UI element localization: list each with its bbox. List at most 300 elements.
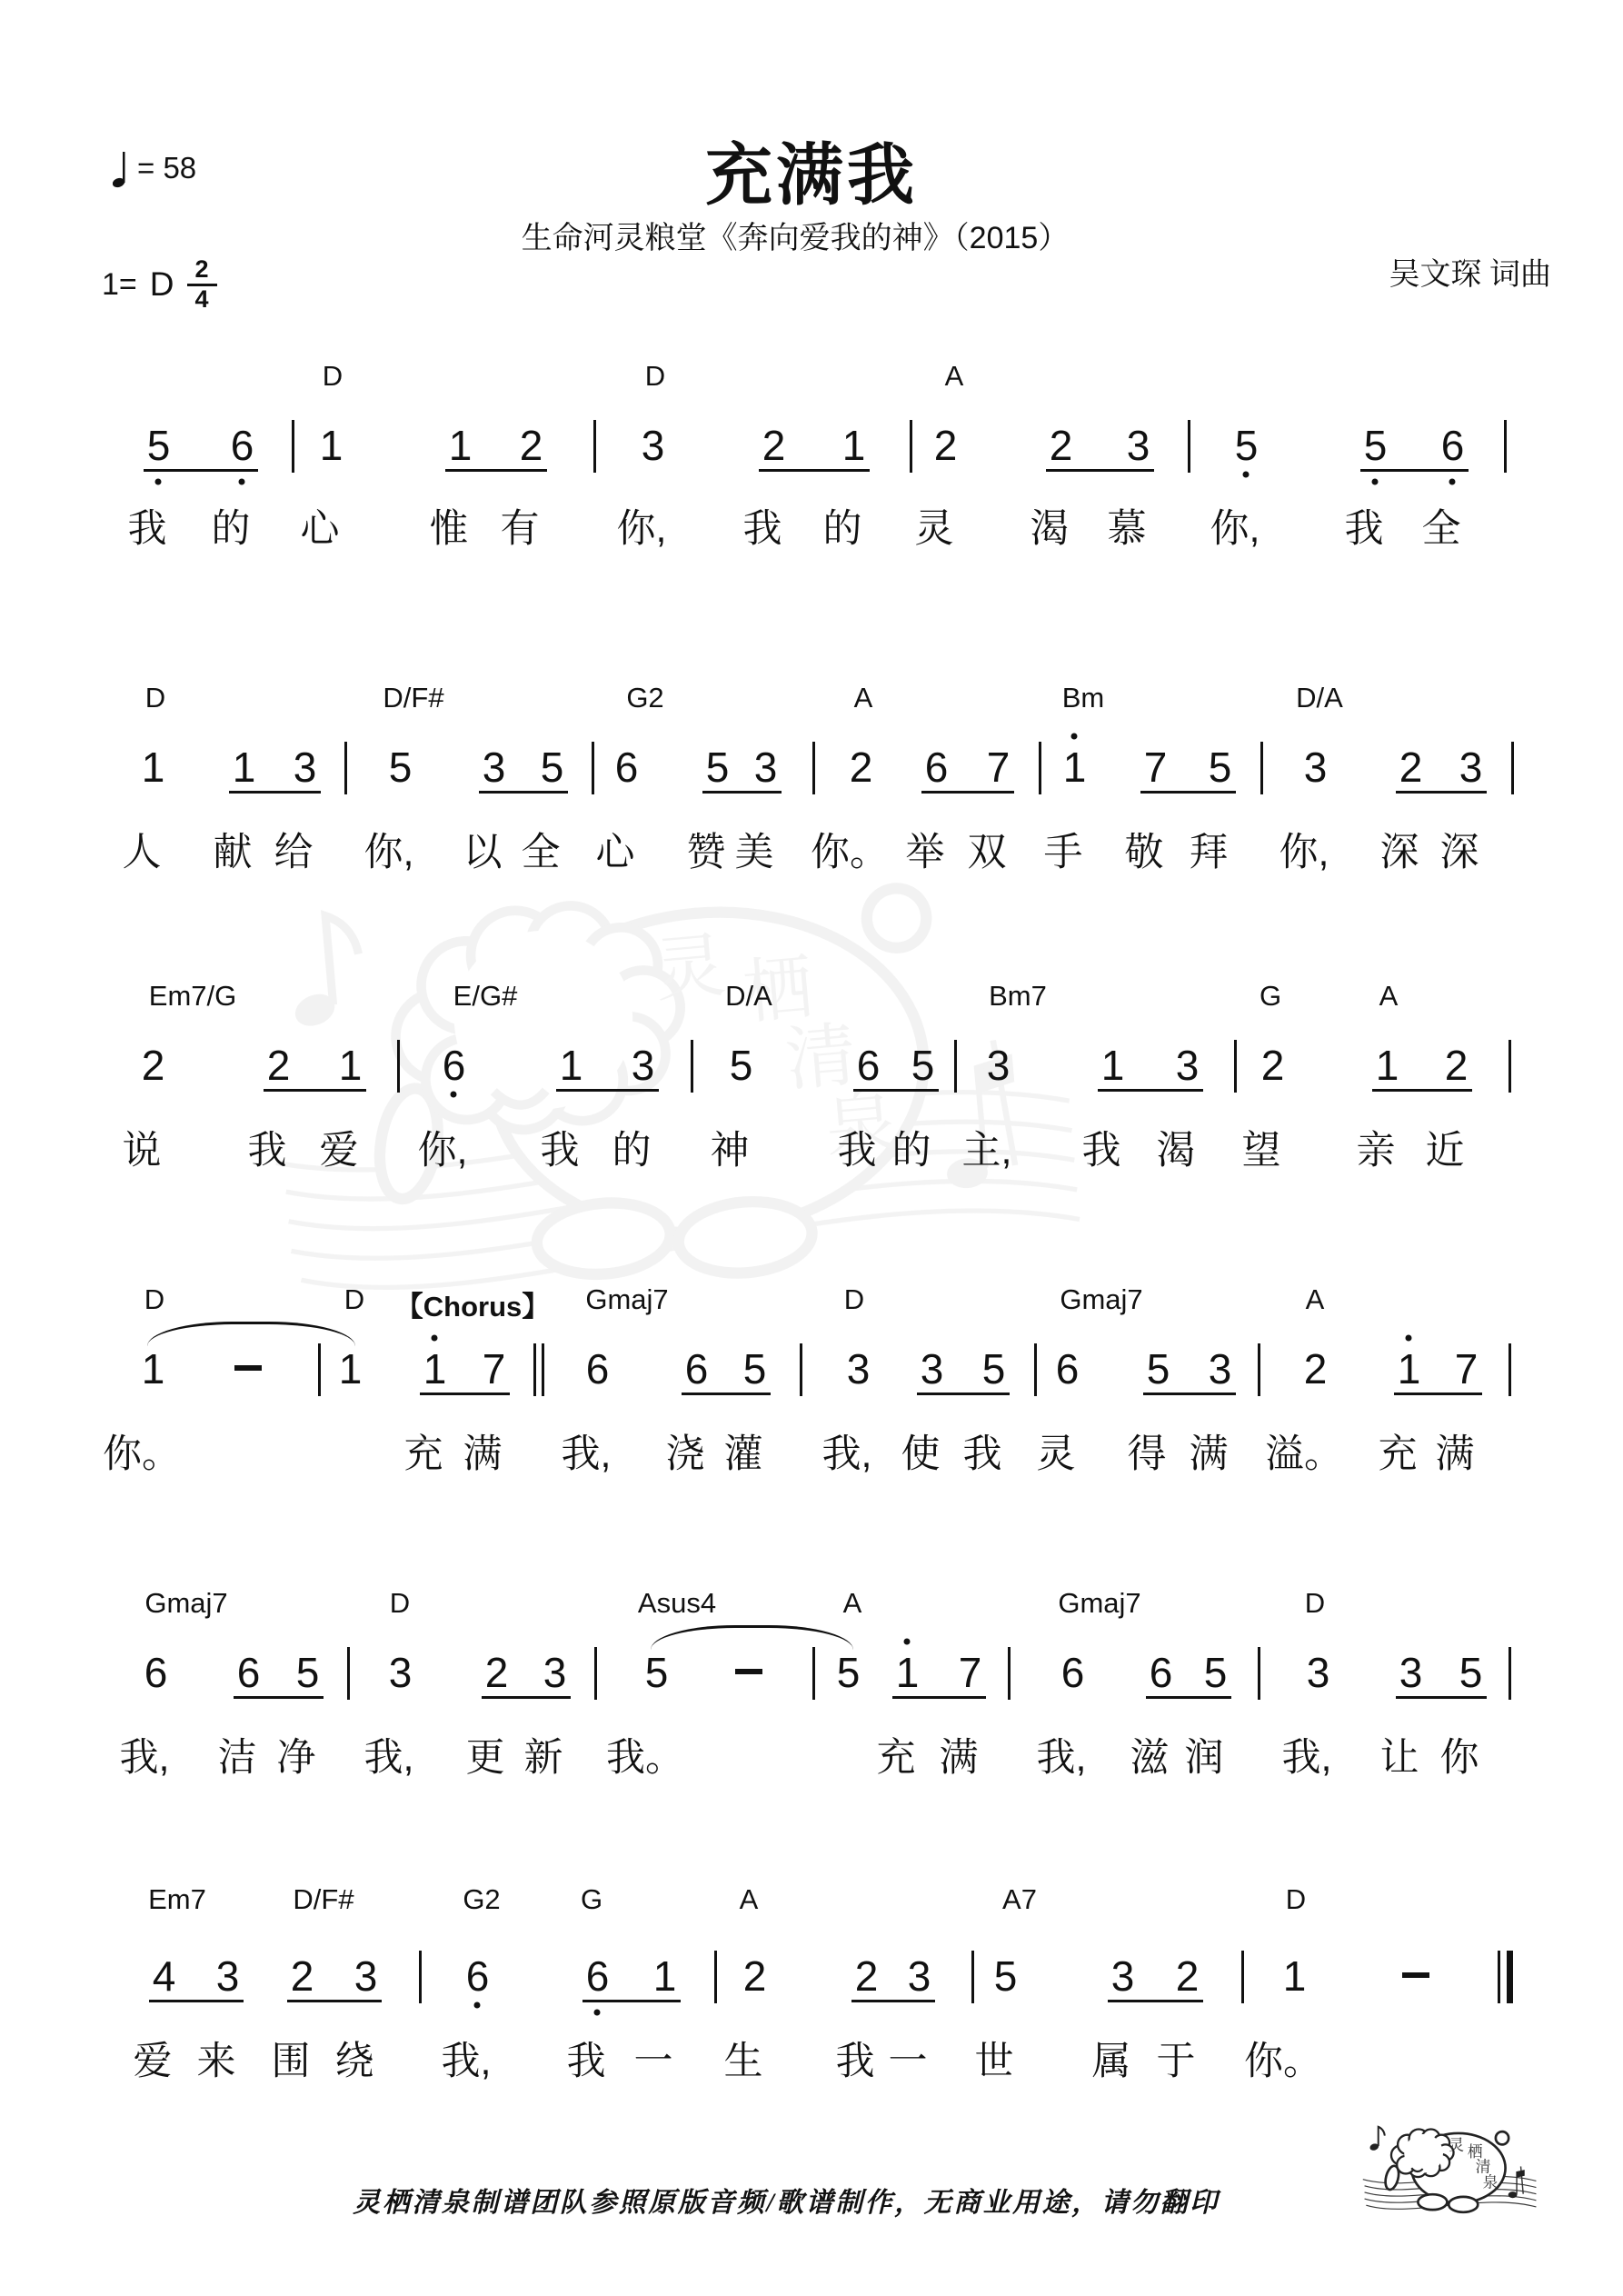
double-barline xyxy=(542,1343,544,1396)
note-digit: 6 xyxy=(614,744,638,791)
note-digit: 3 xyxy=(1399,1649,1422,1696)
barline xyxy=(1508,1040,1511,1093)
tempo-marking xyxy=(113,147,196,189)
chord-label: D xyxy=(1285,1883,1307,1915)
barline xyxy=(1511,742,1514,794)
note-digit: 2 xyxy=(1444,1042,1468,1089)
note-digit: 6 xyxy=(1149,1649,1172,1696)
lyric-char: 滋 xyxy=(1130,1736,1170,1780)
beam-line xyxy=(917,1393,1010,1395)
lyric-char: 使 xyxy=(901,1433,941,1476)
barline xyxy=(419,1951,422,2003)
note-digit: 5 xyxy=(742,1345,766,1393)
beam-line xyxy=(1396,791,1487,794)
note-digit: 2 xyxy=(1260,1042,1284,1089)
chord-label: A7 xyxy=(1002,1883,1037,1915)
octave-dot-high xyxy=(904,1639,911,1645)
barline xyxy=(397,1040,400,1093)
beam-line xyxy=(1108,2000,1203,2002)
note-digit: 2 xyxy=(266,1042,290,1089)
chord-label: Bm xyxy=(1061,682,1105,714)
beam-line xyxy=(921,791,1014,794)
note-digit: 2 xyxy=(141,1042,164,1089)
lyric-char: 你。 xyxy=(811,831,889,874)
lyric-char: 你, xyxy=(616,507,667,551)
note-digit: 1 xyxy=(319,422,343,469)
chord-label: D xyxy=(144,1283,165,1315)
lyric-char: 敬 xyxy=(1124,831,1164,874)
chord-label: Em7 xyxy=(148,1883,206,1915)
barline xyxy=(592,742,594,794)
note-digit: 5 xyxy=(1208,744,1231,791)
note-digit: 3 xyxy=(543,1649,566,1696)
barline xyxy=(1258,1343,1260,1396)
barline xyxy=(1241,1951,1244,2003)
lyric-char: 我, xyxy=(561,1433,612,1476)
lyric-char: 双 xyxy=(967,831,1007,874)
lyric-char: 我 xyxy=(835,2040,875,2083)
chord-label: Gmaj7 xyxy=(585,1283,669,1315)
chord-label: Gmaj7 xyxy=(144,1587,228,1619)
lyric-char: 让 xyxy=(1379,1736,1419,1780)
beam-line xyxy=(1140,791,1236,794)
lyric-char: 美 xyxy=(734,831,774,874)
barline xyxy=(800,1343,802,1396)
barline xyxy=(971,1951,974,2003)
chord-label: G2 xyxy=(463,1883,501,1915)
note-digit: 5 xyxy=(1203,1649,1227,1696)
note-digit: 5 xyxy=(705,744,729,791)
note-digit: 6 xyxy=(684,1345,708,1393)
lyric-char: 望 xyxy=(1241,1129,1281,1173)
beam-line xyxy=(682,1393,771,1395)
note-digit: 3 xyxy=(631,1042,654,1089)
barline xyxy=(292,420,294,473)
lyric-char: 神 xyxy=(710,1129,750,1173)
lyric-char: 举 xyxy=(905,831,945,874)
lyric-char: 润 xyxy=(1184,1736,1224,1780)
chord-label: E/G# xyxy=(453,980,518,1012)
barline xyxy=(347,1647,350,1700)
lyric-char: 你。 xyxy=(103,1433,181,1476)
lyric-char: 我, xyxy=(363,1736,414,1780)
beam-line xyxy=(1360,469,1469,472)
lyric-char: 充 xyxy=(1378,1433,1418,1476)
lyric-char: 于 xyxy=(1156,2040,1196,2083)
note-digit: 3 xyxy=(1175,1042,1199,1089)
barline xyxy=(1260,742,1263,794)
note-digit: 6 xyxy=(585,1345,609,1393)
lyric-char: 溢。 xyxy=(1265,1433,1343,1476)
lyric-char: 得 xyxy=(1127,1433,1167,1476)
note-digit: 5 xyxy=(981,1345,1005,1393)
lyric-char: 满 xyxy=(939,1736,979,1780)
chord-label: D/F# xyxy=(293,1883,354,1915)
lyric-char: 浇 xyxy=(665,1433,705,1476)
lyric-char: 我 xyxy=(540,1129,580,1173)
note-digit: 3 xyxy=(353,1952,377,2000)
lyric-char: 慕 xyxy=(1107,507,1147,551)
beam-line xyxy=(1396,1696,1487,1699)
note-digit: 7 xyxy=(986,744,1010,791)
chord-label: A xyxy=(1379,980,1399,1012)
barline xyxy=(812,1647,815,1700)
octave-dot-low xyxy=(594,2010,601,2016)
octave-dot-low xyxy=(451,1092,457,1098)
note-digit: 3 xyxy=(1110,1952,1134,2000)
note-digit: 3 xyxy=(641,422,664,469)
note-digit: 1 xyxy=(141,744,164,791)
lyric-char: 我 xyxy=(742,507,782,551)
note-digit: 5 xyxy=(836,1649,860,1696)
double-barline xyxy=(533,1343,536,1396)
lyric-char: 生 xyxy=(723,2040,763,2083)
barline xyxy=(1188,420,1190,473)
beam-line xyxy=(702,791,782,794)
note-digit: 1 xyxy=(1062,744,1086,791)
note-digit: 2 xyxy=(933,422,957,469)
chord-label: D/F# xyxy=(383,682,444,714)
barline xyxy=(318,1343,321,1396)
slur-arc xyxy=(651,1625,853,1650)
chord-label: G xyxy=(580,1883,603,1915)
note-digit: 3 xyxy=(1126,422,1150,469)
note-digit: 6 xyxy=(856,1042,880,1089)
note-digit: 5 xyxy=(388,744,412,791)
chord-label: A xyxy=(842,1587,862,1619)
note-digit: 2 xyxy=(1303,1345,1327,1393)
lyric-char: 属 xyxy=(1091,2040,1131,2083)
lyric-char: 爱 xyxy=(133,2040,173,2083)
note-digit: 5 xyxy=(1363,422,1387,469)
note-digit: 3 xyxy=(846,1345,870,1393)
lyric-char: 亲 xyxy=(1356,1129,1396,1173)
octave-dot-high xyxy=(1406,1335,1412,1342)
lyric-char: 我, xyxy=(1281,1736,1332,1780)
lyric-char: 给 xyxy=(274,831,314,874)
lyric-char: 一 xyxy=(633,2040,673,2083)
lyric-char: 的 xyxy=(211,507,251,551)
chord-label: Bm7 xyxy=(989,980,1047,1012)
lyric-char: 拜 xyxy=(1189,831,1229,874)
note-digit: 2 xyxy=(290,1952,314,2000)
chord-label: D/A xyxy=(725,980,772,1012)
note-digit: 1 xyxy=(232,744,255,791)
note-digit: 1 xyxy=(1100,1042,1124,1089)
chord-label: Gmaj7 xyxy=(1060,1283,1143,1315)
lyric-char: 灌 xyxy=(723,1433,763,1476)
note-digit: 7 xyxy=(958,1649,981,1696)
beam-line xyxy=(1143,1393,1236,1395)
lyric-char: 净 xyxy=(276,1736,316,1780)
lyric-char: 我, xyxy=(1036,1736,1087,1780)
chord-label: D xyxy=(644,360,666,392)
lyric-char: 一 xyxy=(888,2040,928,2083)
note-digit: 7 xyxy=(1143,744,1167,791)
note-digit: 3 xyxy=(215,1952,239,2000)
lyric-char: 我 xyxy=(1344,507,1384,551)
beam-line xyxy=(892,1696,986,1699)
note-digit: 3 xyxy=(986,1042,1010,1089)
watermark-sheep xyxy=(244,811,1101,1363)
logo-sheep xyxy=(1361,2118,1539,2223)
lyric-char: 渴 xyxy=(1156,1129,1196,1173)
octave-dot-high xyxy=(432,1335,438,1342)
note-digit: 5 xyxy=(540,744,563,791)
lyric-char: 的 xyxy=(612,1129,652,1173)
lyric-char: 全 xyxy=(1421,507,1461,551)
note-digit: 2 xyxy=(484,1649,508,1696)
lyric-char: 我, xyxy=(821,1433,872,1476)
barline xyxy=(593,420,596,473)
chord-label: D xyxy=(322,360,344,392)
chord-label: G xyxy=(1259,980,1282,1012)
note-digit: 6 xyxy=(1060,1649,1084,1696)
note-digit: 3 xyxy=(482,744,505,791)
note-digit: 3 xyxy=(1459,744,1482,791)
octave-dot-low xyxy=(474,2002,481,2009)
lyric-char: 深 xyxy=(1439,831,1479,874)
lyric-char: 围 xyxy=(271,2040,311,2083)
beam-line xyxy=(144,469,258,472)
note-digit: 3 xyxy=(753,744,777,791)
lyric-char: 充 xyxy=(403,1433,443,1476)
beam-line xyxy=(851,2000,935,2002)
note-digit: 3 xyxy=(293,744,316,791)
chord-label: D xyxy=(344,1283,365,1315)
time-signature xyxy=(187,256,217,313)
lyric-char: 绕 xyxy=(334,2040,374,2083)
note-digit: 5 xyxy=(1234,422,1258,469)
note-digit: 5 xyxy=(911,1042,934,1089)
note-digit: 1 xyxy=(1282,1952,1306,2000)
chord-label: D xyxy=(843,1283,865,1315)
dash-extension xyxy=(1402,1972,1429,1978)
note-digit: 1 xyxy=(423,1345,446,1393)
note-digit: 5 xyxy=(644,1649,668,1696)
lyric-char: 我, xyxy=(441,2040,492,2083)
lyric-char: 心 xyxy=(595,831,635,874)
note-digit: 4 xyxy=(152,1952,175,2000)
barline xyxy=(594,1647,597,1700)
chord-label: Em7/G xyxy=(148,980,237,1012)
lyric-char: 我 xyxy=(247,1129,287,1173)
chord-label: A xyxy=(1305,1283,1325,1315)
note-digit: 5 xyxy=(993,1952,1017,2000)
lyric-char: 你, xyxy=(417,1129,468,1173)
note-digit: 3 xyxy=(1303,744,1327,791)
beam-line xyxy=(582,2000,681,2002)
lyric-char: 新 xyxy=(523,1736,563,1780)
lyric-char: 我 xyxy=(837,1129,877,1173)
barline xyxy=(1034,1343,1037,1396)
note-digit: 2 xyxy=(762,422,785,469)
lyric-char: 渴 xyxy=(1030,507,1070,551)
lyric-char: 主, xyxy=(961,1129,1012,1173)
beam-line xyxy=(229,791,321,794)
lyric-char: 的 xyxy=(822,507,862,551)
note-digit: 6 xyxy=(144,1649,167,1696)
lyric-char: 来 xyxy=(196,2040,236,2083)
octave-dot-low xyxy=(1449,479,1456,485)
final-barline xyxy=(1498,1951,1500,2003)
lyric-char: 满 xyxy=(1435,1433,1475,1476)
note-digit: 3 xyxy=(1208,1345,1231,1393)
chord-label: Gmaj7 xyxy=(1058,1587,1141,1619)
lyric-char: 手 xyxy=(1043,831,1083,874)
beam-line xyxy=(1372,1089,1472,1092)
barline xyxy=(1508,1647,1511,1700)
lyric-char: 我 xyxy=(962,1433,1002,1476)
barline xyxy=(714,1951,717,2003)
note-digit: 3 xyxy=(907,1952,931,2000)
song-subtitle: 生命河灵粮堂《奔向爱我的神》（2015） xyxy=(521,221,1070,255)
lyric-char: 灵 xyxy=(914,507,954,551)
note-digit: 1 xyxy=(652,1952,676,2000)
lyric-char: 你。 xyxy=(1244,2040,1322,2083)
beam-line xyxy=(853,1089,939,1092)
lyric-char: 有 xyxy=(500,507,540,551)
key-signature xyxy=(102,256,217,313)
note-digit: 2 xyxy=(1175,1952,1199,2000)
octave-dot-low xyxy=(1372,479,1379,485)
chord-label: A xyxy=(944,360,964,392)
beam-line xyxy=(1098,1089,1203,1092)
chord-label: A xyxy=(853,682,873,714)
lyric-char: 洁 xyxy=(217,1736,257,1780)
barline xyxy=(812,742,815,794)
barline xyxy=(691,1040,693,1093)
lyric-char: 近 xyxy=(1425,1129,1465,1173)
note-digit: 5 xyxy=(146,422,170,469)
octave-dot-low xyxy=(239,479,245,485)
note-digit: 2 xyxy=(742,1952,766,2000)
lyric-char: 深 xyxy=(1379,831,1419,874)
barline xyxy=(1008,1647,1011,1700)
beam-line xyxy=(420,1393,510,1395)
note-digit: 1 xyxy=(141,1345,164,1393)
song-title: 充满我 xyxy=(705,137,918,213)
time-numerator: 2 xyxy=(187,256,217,286)
note-digit: 2 xyxy=(519,422,543,469)
barline xyxy=(1504,420,1507,473)
note-digit: 2 xyxy=(854,1952,878,2000)
lyric-char: 充 xyxy=(876,1736,916,1780)
key-prefix: 1= xyxy=(102,266,137,302)
final-barline xyxy=(1507,1951,1513,2003)
lyric-char: 惟 xyxy=(429,507,469,551)
note-digit: 1 xyxy=(338,1345,362,1393)
lyric-char: 世 xyxy=(974,2040,1014,2083)
lyric-char: 灵 xyxy=(1036,1433,1076,1476)
note-digit: 1 xyxy=(559,1042,582,1089)
time-denominator: 4 xyxy=(194,285,209,313)
lyric-char: 以 xyxy=(463,831,503,874)
octave-dot-low xyxy=(155,479,162,485)
lyric-char: 满 xyxy=(463,1433,503,1476)
lyric-char: 献 xyxy=(213,831,253,874)
note-digit: 5 xyxy=(1146,1345,1170,1393)
beam-line xyxy=(445,469,547,472)
beam-line xyxy=(479,791,568,794)
lyric-char: 我。 xyxy=(606,1736,684,1780)
note-digit: 1 xyxy=(895,1649,919,1696)
note-digit: 5 xyxy=(1459,1649,1482,1696)
beam-line xyxy=(264,1089,366,1092)
note-digit: 3 xyxy=(1306,1649,1329,1696)
note-digit: 1 xyxy=(338,1042,362,1089)
chord-label: D xyxy=(144,682,166,714)
note-digit: 6 xyxy=(924,744,948,791)
note-digit: 6 xyxy=(465,1952,489,2000)
beam-line xyxy=(482,1696,571,1699)
tempo-value: = 58 xyxy=(137,151,197,185)
key-letter: D xyxy=(149,265,174,304)
lyric-char: 心 xyxy=(300,507,340,551)
barline xyxy=(1234,1040,1237,1093)
note-digit: 2 xyxy=(1399,744,1422,791)
note-digit: 1 xyxy=(1375,1042,1399,1089)
lyric-char: 你 xyxy=(1439,1736,1479,1780)
note-digit: 6 xyxy=(236,1649,260,1696)
note-digit: 6 xyxy=(1055,1345,1079,1393)
dash-extension xyxy=(735,1669,762,1674)
barline xyxy=(1039,742,1041,794)
beam-line xyxy=(1046,469,1154,472)
dash-extension xyxy=(234,1365,262,1371)
beam-line xyxy=(1146,1696,1231,1699)
note-digit: 5 xyxy=(729,1042,752,1089)
note-digit: 7 xyxy=(1454,1345,1478,1393)
lyric-char: 的 xyxy=(891,1129,931,1173)
octave-dot-high xyxy=(1071,734,1078,740)
lyric-char: 你, xyxy=(1279,831,1329,874)
chorus-label: 【Chorus】 xyxy=(394,1291,551,1323)
lyric-char: 爱 xyxy=(319,1129,359,1173)
lyric-char: 赞 xyxy=(686,831,726,874)
lyric-char: 你, xyxy=(363,831,414,874)
note-digit: 1 xyxy=(448,422,472,469)
lyric-char: 我, xyxy=(119,1736,170,1780)
footer-note: 灵栖清泉制谱团队参照原版音频/歌谱制作，无商业用途，请勿翻印 xyxy=(353,2188,1220,2218)
note-digit: 7 xyxy=(482,1345,505,1393)
beam-line xyxy=(556,1089,659,1092)
beam-line xyxy=(1394,1393,1482,1395)
lyric-char: 说 xyxy=(122,1129,162,1173)
note-digit: 3 xyxy=(388,1649,412,1696)
lyric-char: 人 xyxy=(122,831,162,874)
chord-label: D/A xyxy=(1296,682,1343,714)
beam-line xyxy=(149,2000,244,2002)
chord-label: A xyxy=(739,1883,759,1915)
beam-line xyxy=(287,2000,382,2002)
note-digit: 6 xyxy=(230,422,254,469)
lyric-char: 我 xyxy=(127,507,167,551)
chord-label: Asus4 xyxy=(637,1587,717,1619)
note-digit: 5 xyxy=(295,1649,319,1696)
note-digit: 6 xyxy=(1440,422,1464,469)
quarter-note-icon xyxy=(113,147,128,189)
barline xyxy=(954,1040,957,1093)
octave-dot-low xyxy=(1243,472,1250,478)
lyric-char: 我 xyxy=(1081,1129,1121,1173)
note-digit: 1 xyxy=(841,422,865,469)
chord-label: D xyxy=(389,1587,411,1619)
beam-line xyxy=(234,1696,324,1699)
note-digit: 6 xyxy=(585,1952,609,2000)
barline xyxy=(1258,1647,1260,1700)
chord-label: G2 xyxy=(626,682,664,714)
